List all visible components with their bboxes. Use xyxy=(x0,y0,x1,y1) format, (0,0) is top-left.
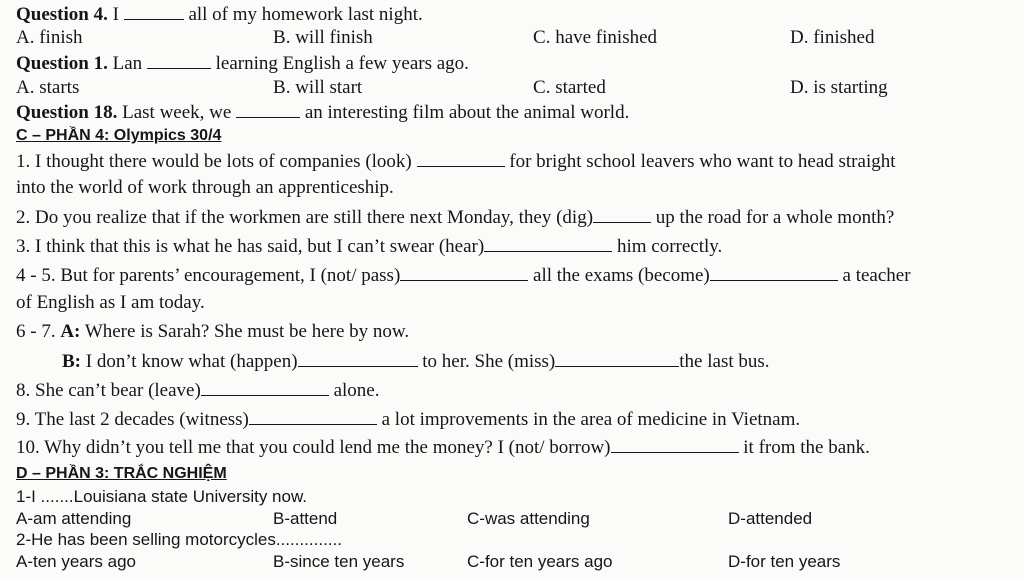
answer-blank xyxy=(400,264,528,281)
mc-option-d[interactable]: D-attended xyxy=(728,509,813,528)
answer-blank xyxy=(484,235,612,252)
exercise-3: 3. I think that this is what he has said, but I can’t swear (hear) him correctly. xyxy=(16,236,723,257)
exercise-6-7-b: B: I don’t know what (happen) to her. She (miss) the last bus. xyxy=(62,351,770,372)
mc-option-c[interactable]: C-for ten years ago xyxy=(467,552,613,571)
exercise-9: 9. The last 2 decades (witness) a lot improvements in the area of medicine in Vietnam. xyxy=(16,409,801,430)
exercise-4-5-continued: of English as I am today. xyxy=(16,292,205,313)
question-label: Question 4. xyxy=(16,4,108,25)
option-c[interactable]: C. have finished xyxy=(533,27,658,48)
answer-blank xyxy=(710,264,838,281)
question-label: Question 1. xyxy=(16,53,108,74)
exercise-8: 8. She can’t bear (leave) alone. xyxy=(16,380,380,401)
answer-blank xyxy=(611,436,739,453)
question-18: Question 18. Last week, we an interesting film about the animal world. xyxy=(16,102,630,123)
answer-blank xyxy=(417,150,505,167)
answer-blank xyxy=(147,52,211,69)
question-1: Question 1. Lan learning English a few years ago. xyxy=(16,53,469,74)
answer-blank xyxy=(555,350,679,367)
answer-blank xyxy=(201,379,329,396)
exercise-1-continued: into the world of work through an apprenticeship. xyxy=(16,177,394,198)
exercise-4-5: 4 - 5. But for parents’ encouragement, I (not/ pass) all the exams (become) a teacher xyxy=(16,265,911,286)
option-a[interactable]: A. starts xyxy=(16,77,80,98)
section-d-title: D – PHẦN 3: TRẮC NGHIỆM xyxy=(16,465,227,482)
option-b[interactable]: B. will finish xyxy=(273,27,373,48)
mc-option-a[interactable]: A-ten years ago xyxy=(16,552,137,571)
exercise-1: 1. I thought there would be lots of companies (look) for bright school leavers who want to head straight xyxy=(16,151,896,172)
mc-option-a[interactable]: A-am attending xyxy=(16,509,132,528)
exercise-6-7-a: 6 - 7. A: Where is Sarah? She must be here by now. xyxy=(16,321,410,342)
answer-blank xyxy=(298,350,418,367)
answer-blank xyxy=(124,3,184,20)
question-label: Question 18. xyxy=(16,102,118,123)
option-d[interactable]: D. finished xyxy=(790,27,875,48)
mc-question-1: 1-I .......Louisiana state University now. xyxy=(16,487,308,506)
option-a[interactable]: A. finish xyxy=(16,27,83,48)
question-4: Question 4. I all of my homework last night. xyxy=(16,4,423,25)
mc-option-c[interactable]: C-was attending xyxy=(467,509,590,528)
answer-blank xyxy=(249,408,377,425)
mc-option-d[interactable]: D-for ten years xyxy=(728,552,841,571)
mc-question-2: 2-He has been selling motorcycles.............. xyxy=(16,530,342,549)
option-c[interactable]: C. started xyxy=(533,77,606,98)
option-b[interactable]: B. will start xyxy=(273,77,363,98)
answer-blank xyxy=(593,206,651,223)
answer-blank xyxy=(236,101,300,118)
mc-option-b[interactable]: B-since ten years xyxy=(273,552,405,571)
exercise-10: 10. Why didn’t you tell me that you could lend me the money? I (not/ borrow) it from the bank. xyxy=(16,437,870,458)
option-d[interactable]: D. is starting xyxy=(790,77,888,98)
exercise-2: 2. Do you realize that if the workmen are still there next Monday, they (dig) up the road for a whole month? xyxy=(16,207,895,228)
section-c-title: C – PHẦN 4: Olympics 30/4 xyxy=(16,127,222,144)
mc-option-b[interactable]: B-attend xyxy=(273,509,338,528)
